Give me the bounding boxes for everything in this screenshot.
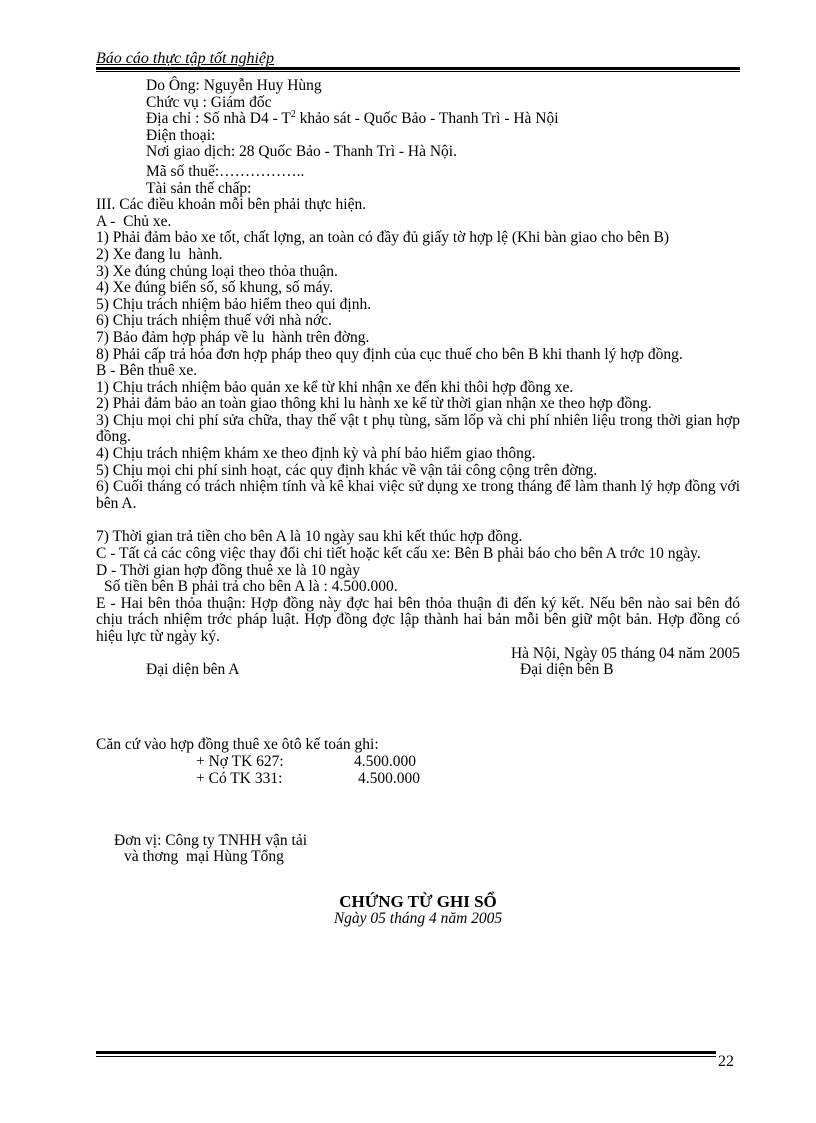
a-item-1: 1) Phải đảm bảo xe tốt, chất lợng, an toàn có đầy đủ giấy tờ hợp lệ (Khi bàn giao cho bên B) [96,229,669,247]
footer-rule [96,1051,716,1054]
accounting-basis: Căn cứ vào hợp đồng thuê xe ôtô kế toán ghi: [96,736,379,754]
header-rule [96,67,740,70]
a-item-8: 8) Phải cấp trả hóa đơn hợp pháp theo quy định của cục thuế cho bên B khi thanh lý hợp đồng. [96,345,683,363]
party-tax-code: Mã số thuế:…………….. [146,162,305,180]
b-item-6: 6) Cuối tháng có trách nhiệm tính và kê khai việc sử dụng xe trong tháng để làm thanh lý hợp đồng với bên A. [96,478,740,512]
party-position: Chức vụ : Giám đốc [146,93,272,111]
b-item-2: 2) Phải đảm bảo an toàn giao thông khi lu hành xe kể từ thời gian nhận xe theo hợp đồng. [96,395,652,413]
page-number: 22 [718,1053,734,1070]
debit-value: 4.500.000 [354,752,416,770]
a-item-2: 2) Xe đang lu hành. [96,245,223,263]
address-part-2: khảo sát - Quốc Bảo - Thanh Trì - Hà Nội [295,110,559,128]
b-item-4: 4) Chịu trách nhiệm khám xe theo định kỳ và phí bảo hiểm giao thông. [96,445,536,463]
document-body [96,78,740,927]
accounting-credit-row [96,771,740,788]
signature-row [96,662,740,679]
section-e-text: E - Hai bên thỏa thuận: Hợp đồng này đợc hai bên thỏa thuận đi đến ký kết. Nếu bên nào sai bên đó chịu trách nhiệm trớc pháp luật. Hợp đồng đợc lập thành hai bản mỗi bên giữ một bản. Hợp đồng có hiệu lực từ ngày ký. [96,594,740,645]
credit-label: + Có TK 331: [196,769,283,787]
footer-rule-thin [96,1056,716,1057]
voucher-date: Ngày 05 tháng 4 năm 2005 [333,909,503,927]
signature-date: Hà Nội, Ngày 05 tháng 04 năm 2005 [510,644,740,662]
a-item-4: 4) Xe đúng biển số, số khung, số máy. [96,279,334,297]
party-trade-place: Nơi giao dịch: 28 Quốc Bảo - Thanh Trì - Hà Nội. [146,143,457,161]
section-a-title: A - Chủ xe. [96,212,172,230]
a-item-7: 7) Bảo đảm hợp pháp về lu hành trên đờng. [96,328,370,346]
debit-label: + Nợ TK 627: [196,752,284,770]
party-representative: Do Ông: Nguyễn Huy Hùng [146,77,322,94]
address-superscript: 2 [290,109,296,121]
accounting-debit-row [96,754,740,771]
voucher-title: CHỨNG TỪ GHI SỔ [339,891,497,911]
signature-party-b: Đại diện bên B [520,661,614,679]
section-b-title: B - Bên thuê xe. [96,362,198,380]
header-title: Báo cáo thực tập tốt nghiệp [96,50,275,67]
a-item-3: 3) Xe đúng chủng loại theo thỏa thuận. [96,262,338,280]
b-item-3: 3) Chịu mọi chi phí sửa chữa, thay thế vật t phụ tùng, săm lốp và chi phí nhiên liệu trong thời gian hợp đồng. [96,411,740,446]
unit-line-1: Đơn vị: Công ty TNHH vận tải [114,831,308,849]
b-item-5: 5) Chịu mọi chi phí sinh hoạt, các quy định khác về vận tải công cộng trên đờng. [96,461,598,479]
b-item-7: 7) Thời gian trả tiền cho bên A là 10 ngày sau khi kết thúc hợp đồng. [96,528,523,546]
section3-title: III. Các điều khoản mỗi bên phải thực hiện. [96,196,367,214]
section-d-text: D - Thời gian hợp đồng thuê xe là 10 ngày [96,561,361,579]
signature-party-a: Đại diện bên A [146,661,240,679]
a-item-5: 5) Chịu trách nhiệm bảo hiểm theo qui định. [96,295,372,313]
party-phone: Điện thoại: [146,126,216,144]
section-d-amount: Số tiền bên B phải trả cho bên A là : 4.500.000. [104,578,398,596]
b-item-1: 1) Chịu trách nhiệm bảo quản xe kể từ khi nhận xe đến khi thôi hợp đồng xe. [96,378,574,396]
address-part-1: Địa chỉ : Số nhà D4 - T [146,110,291,128]
party-address [96,111,740,128]
credit-value: 4.500.000 [358,769,420,787]
header-rule-thin [96,71,740,72]
section-c-text: C - Tất cả các công việc thay đổi chi tiết hoặc kết cấu xe: Bên B phải báo cho bên A trớc 10 ngày. [96,545,701,563]
unit-line-2: và thơng mại Hùng Tổng [124,848,284,866]
a-item-6: 6) Chịu trách nhiệm thuế với nhà nớc. [96,312,332,330]
party-collateral: Tài sản thế chấp: [146,179,252,197]
